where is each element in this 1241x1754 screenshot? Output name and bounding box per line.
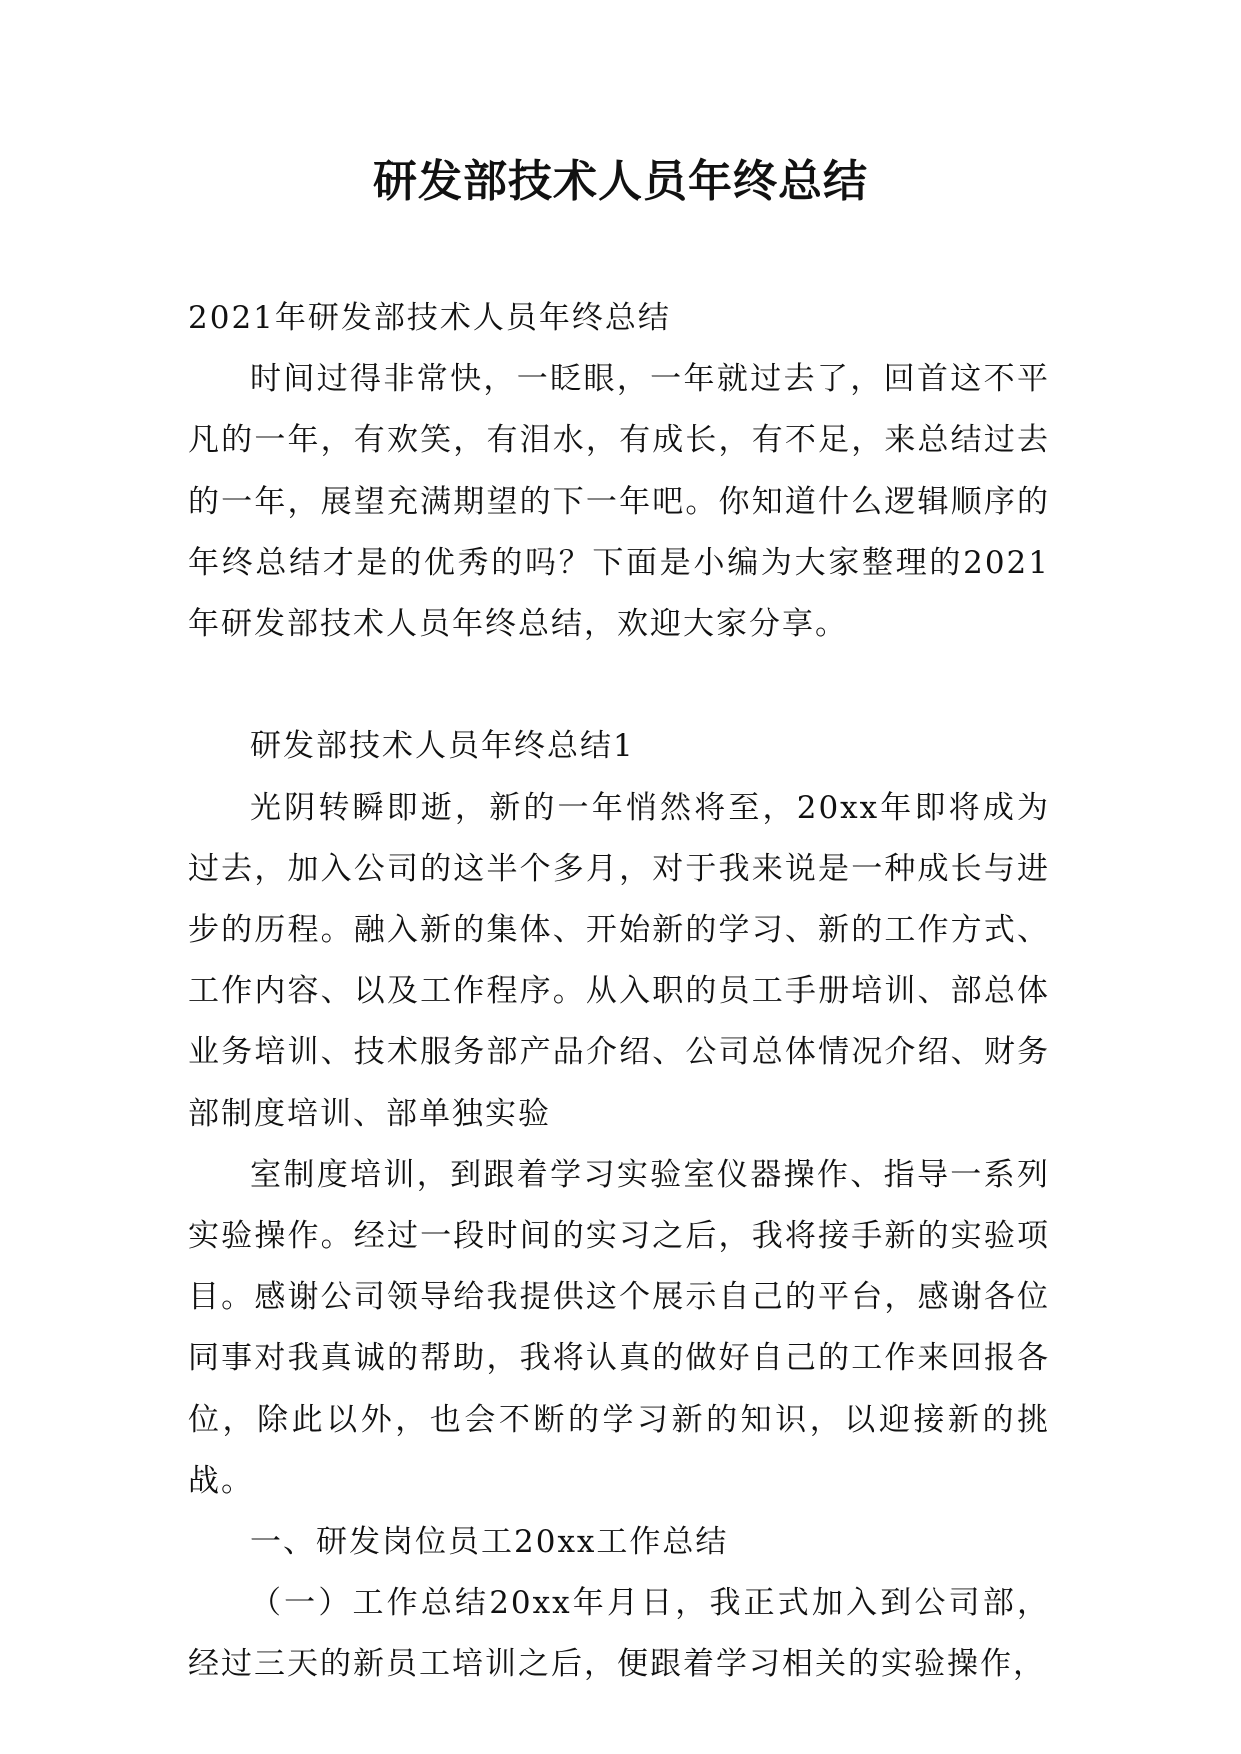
subheading-paragraph: 一、研发岗位员工20xx工作总结 bbox=[250, 1524, 729, 1561]
body-paragraph: （一）工作总结20xx年月日，我正式加入到公司部，经过三天的新员工培训之后，便跟着学习相关的实验操作， bbox=[188, 1585, 1050, 1683]
intro-paragraph: 时间过得非常快，一眨眼，一年就过去了，回首这不平凡的一年，有欢笑，有泪水，有成长，有不足，来总结过去的一年，展望充满期望的下一年吧。你知道什么逻辑顺序的年终总结才是的优秀的吗？下面是小编为大家整理的2021年研发部技术人员年终总结，欢迎大家分享。 bbox=[188, 361, 1050, 643]
document-body bbox=[188, 288, 1050, 1696]
subtitle-paragraph: 2021年研发部技术人员年终总结 bbox=[188, 300, 671, 336]
body-paragraph: 光阴转瞬即逝，新的一年悄然将至，20xx年即将成为过去，加入公司的这半个多月，对于我来说是一种成长与进步的历程。融入新的集体、开始新的学习、新的工作方式、工作内容、以及工作程序。从入职的员工手册培训、部总体业务培训、技术服务部产品介绍、公司总体情况介绍、财务部制度培训、部单独实验 bbox=[188, 789, 1050, 1132]
document-title: 研发部技术人员年终总结 bbox=[373, 156, 868, 207]
section-heading: 研发部技术人员年终总结1 bbox=[250, 728, 635, 765]
body-paragraph: 室制度培训，到跟着学习实验室仪器操作、指导一系列实验操作。经过一段时间的实习之后，我将接手新的实验项目。感谢公司领导给我提供这个展示自己的平台，感谢各位同事对我真诚的帮助，我将认真的做好自己的工作来回报各位，除此以外，也会不断的学习新的知识，以迎接新的挑战。 bbox=[188, 1156, 1050, 1499]
